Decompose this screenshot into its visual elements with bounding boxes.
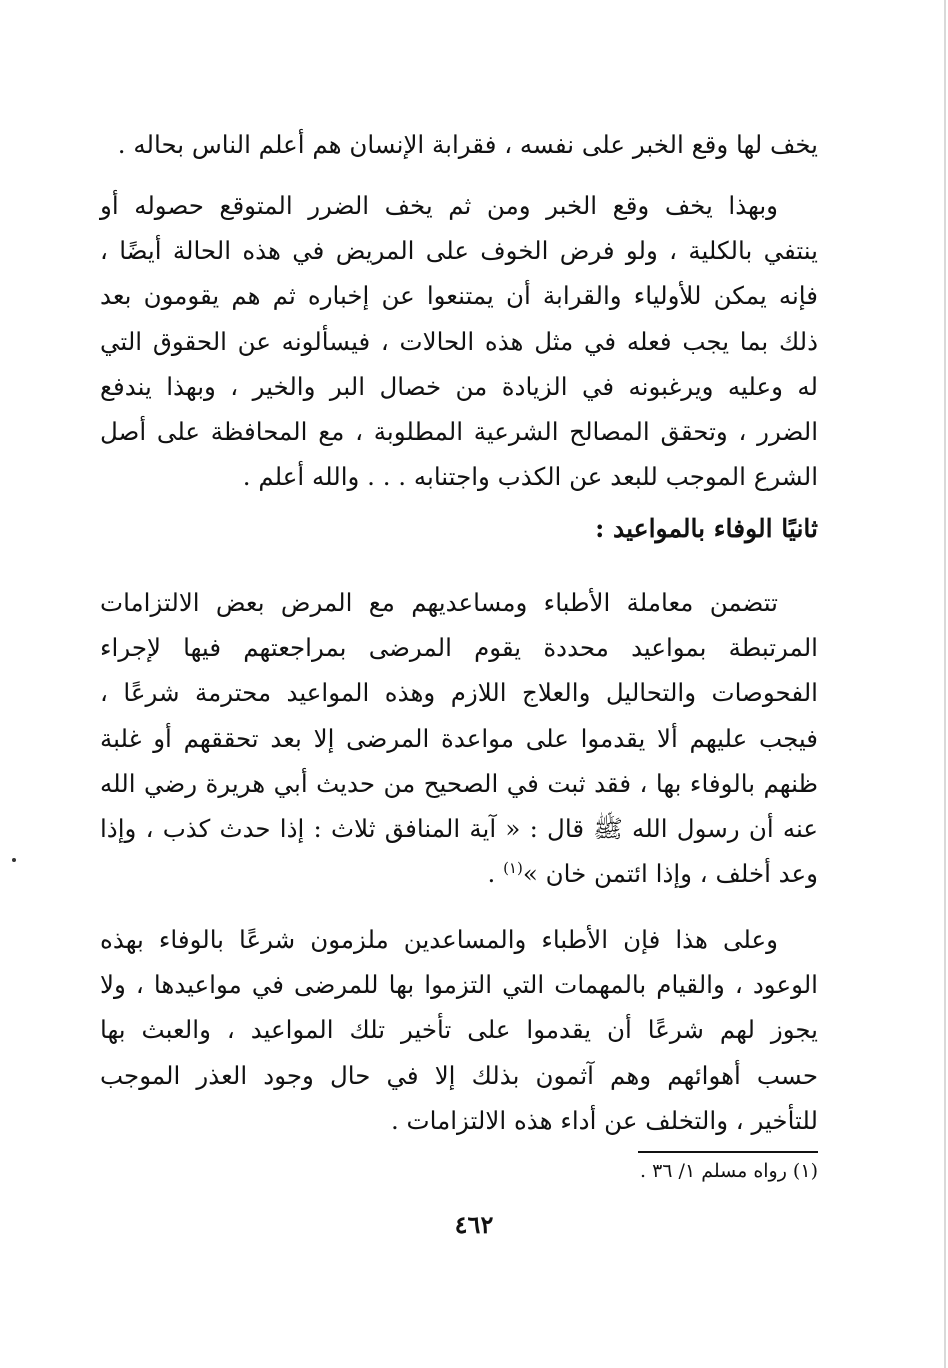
text-segment: وعد أخلف ، وإذا ائتمن خان » — [522, 859, 818, 889]
footnote: (١) رواه مسلم ١/ ٣٦ . — [639, 1160, 818, 1182]
text-line: وبهذا يخف وقع الخبر ومن ثم يخف الضرر المتوقع حصوله أو — [100, 191, 778, 220]
text-line: ينتفي بالكلية ، ولو فرض الخوف على المريض في هذه الحالة أيضًا ، — [100, 236, 818, 266]
text-line: عنه أن رسول الله ﷺ قال : « آية المنافق ثلاث : إذا حدث كذب ، وإذا — [100, 814, 818, 844]
paragraph-3 — [100, 580, 818, 896]
text-line: الضرر ، وتحقق المصالح الشرعية المطلوبة ، مع المحافظة على أصل — [100, 417, 818, 447]
text-line: له وعليه ويرغبونه في الزيادة من خصال البر والخير ، وبهذا يندفع — [100, 371, 818, 401]
text-line: حسب أهوائهم وهم آثمون بذلك إلا في حال وجود العذر الموجب — [100, 1060, 818, 1090]
text-line: المرتبطة بمواعيد محددة يقوم المرضى بمراجعتهم فيها لإجراء — [100, 633, 818, 663]
section-heading: ثانيًا الوفاء بالمواعيد : — [595, 514, 818, 543]
text-line: ذلك بما يجب فعله في مثل هذه الحالات ، فيسألونه عن الحقوق التي — [100, 326, 818, 356]
page-number: ٤٦٢ — [454, 1210, 494, 1239]
paragraph-1 — [100, 122, 818, 167]
text-line: الفحوصات والتحاليل والعلاج اللازم وهذه المواعيد محترمة شرعًا ، — [100, 678, 818, 708]
text-line: وعلى هذا فإن الأطباء والمساعدين ملزمون شرعًا بالوفاء بهذه — [100, 925, 778, 954]
paragraph-4 — [100, 917, 818, 1143]
text-line: للتأخير ، والتخلف عن أداء هذه الالتزامات . — [390, 1105, 818, 1135]
text-line: فإنه يمكن للأولياء والقرابة أن يمتنعوا عن إخباره ثم هم يقومون بعد — [100, 281, 818, 311]
text-line: الشرع الموجب للبعد عن الكذب واجتنابه . . . والله أعلم . — [242, 462, 818, 492]
page-edge — [944, 0, 946, 1368]
text-line: الوعود ، والقيام بالمهمات التي التزموا بها للمرضى في مواعيدها ، ولا — [100, 970, 818, 1000]
paragraph-2 — [100, 183, 818, 499]
text-line: فيجب عليهم ألا يقدموا على مواعدة المرضى إلا بعد تحققهم أو غلبة — [100, 723, 818, 753]
text-line: تتضمن معاملة الأطباء ومساعديهم مع المرض بعض الالتزامات — [100, 588, 778, 617]
scan-speck — [12, 858, 16, 862]
text-segment: . — [487, 859, 504, 889]
text-line: ظنهم بالوفاء بها ، فقد ثبت في الصحيح من حديث أبي هريرة رضي الله — [100, 768, 818, 798]
footnote-reference: (١) — [503, 859, 523, 878]
text-line: يجوز لهم شرعًا أن يقدموا على تأخير تلك المواعيد ، والعبث بها — [100, 1015, 818, 1045]
text-line: يخف لها وقع الخبر على نفسه ، فقرابة الإنسان هم أعلم الناس بحاله . — [117, 130, 818, 159]
footnote-separator — [638, 1151, 818, 1153]
text-line-with-footnote — [100, 851, 818, 896]
